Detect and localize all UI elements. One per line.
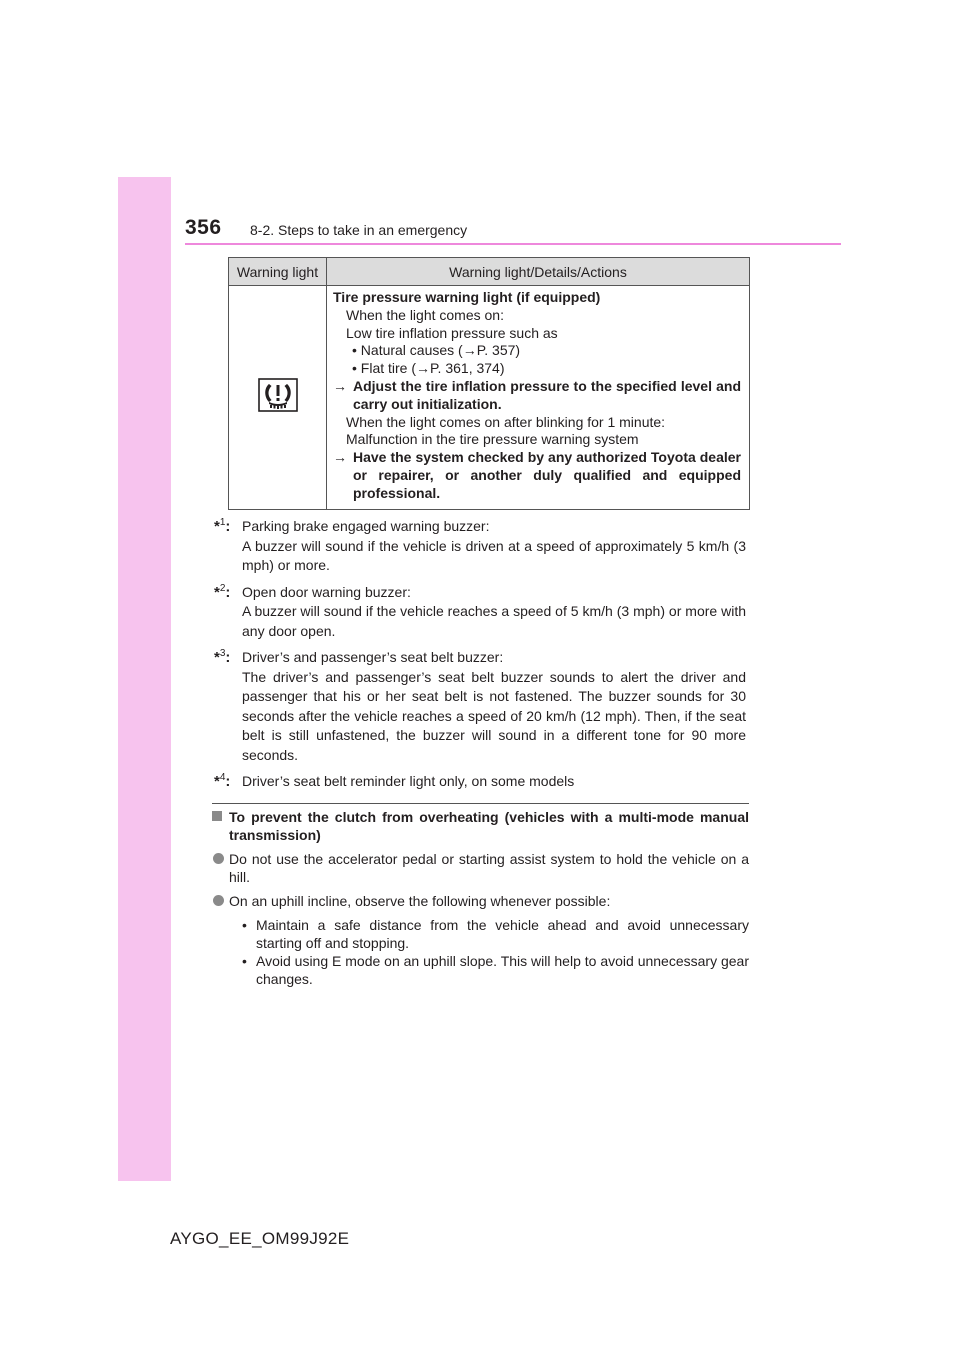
footnote-line: The driver’s and passenger’s seat belt buzzer sounds to alert the driver and passenger that his or her seat belt is not fastened. The buzzer sounds for 30 seconds after the vehicle reaches a speed of 20 km/h (12 mph). Then, if the seat belt is still unfastened, the buzzer will sound in a different tone for 90 more seconds. (242, 668, 746, 763)
detail-line: When the light comes on after blinking for 1 minute: (346, 413, 666, 430)
arrow-icon: → (333, 377, 347, 394)
list-item: On an uphill incline, observe the following whenever possible: (212, 892, 749, 910)
footnote-line: Driver’s and passenger’s seat belt buzzer: (242, 649, 504, 665)
action-line (333, 449, 741, 502)
icon-cell (229, 286, 327, 510)
action-text: Adjust the tire inflation pressure to the specified level and carry out initialization. (353, 377, 741, 412)
square-bullet-icon (212, 811, 222, 821)
footnote-line: Parking brake engaged warning buzzer: (242, 518, 490, 534)
sub-list-item: • Avoid using E mode on an uphill slope. This will help to avoid unnecessary gear changes. (242, 953, 749, 987)
sub-list (212, 916, 749, 988)
arrow-icon: → (333, 449, 347, 466)
footnote-3 (214, 648, 746, 765)
row-title: Tire pressure warning light (if equipped) (333, 289, 601, 305)
detail-bullet: • Flat tire (→P. 361, 374) (352, 360, 505, 377)
footnote-mark: *$^3$: (214, 648, 231, 666)
footnote-2 (214, 583, 746, 642)
circle-bullet-icon (213, 853, 224, 864)
circle-bullet-icon (213, 895, 224, 906)
page-number: 356 (185, 216, 222, 239)
document-code: AYGO_EE_OM99J92E (170, 1229, 350, 1248)
section-divider (212, 803, 749, 804)
footnote-4 (214, 772, 746, 792)
column-header-details: Warning light/Details/Actions (327, 258, 750, 286)
bullet-icon: • (242, 953, 247, 969)
footnote-line: Driver’s seat belt reminder light only, on some models (242, 773, 575, 789)
list-item: Do not use the accelerator pedal or starting assist system to hold the vehicle on a hill. (212, 850, 749, 886)
action-line (333, 378, 741, 414)
tire-pressure-warning-icon (258, 378, 298, 412)
header-rule (185, 243, 841, 245)
warning-light-table (228, 257, 750, 510)
section-heading: To prevent the clutch from overheating (vehicles with a multi-mode manual transmission) (212, 808, 749, 844)
footnote-mark: *$^4$: (214, 772, 231, 790)
footnote-1 (214, 517, 746, 576)
footnotes (214, 517, 746, 799)
action-text: Have the system checked by any authorized Toyota dealer or repairer, or another duly qualified and equipped professional. (353, 449, 741, 501)
sidebar-tab (118, 177, 171, 1181)
column-header-warning-light: Warning light (229, 258, 327, 286)
clutch-section (212, 808, 749, 988)
footnote-mark: *$^1$: (214, 517, 231, 535)
details-cell (327, 286, 750, 510)
detail-line: When the light comes on: (346, 306, 504, 323)
footnote-line: Open door warning buzzer: (242, 583, 411, 600)
footnote-mark: *$^2$: (214, 582, 231, 601)
sub-list-item: • Maintain a safe distance from the vehicle ahead and avoid unnecessary starting off and stopping. (242, 917, 749, 951)
detail-bullet: • Natural causes (→P. 357) (352, 342, 521, 359)
section-title: 8-2. Steps to take in an emergency (250, 222, 468, 238)
footnote-line: A buzzer will sound if the vehicle reaches a speed of 5 km/h (3 mph) or more with any door open. (242, 603, 746, 639)
table-row (229, 286, 750, 510)
bullet-icon: • (242, 917, 247, 933)
page-header (185, 216, 841, 246)
detail-line: Low tire inflation pressure such as (346, 324, 558, 341)
footnote-line: A buzzer will sound if the vehicle is driven at a speed of approximately 5 km/h (3 mph) or more. (242, 537, 746, 573)
detail-line: Malfunction in the tire pressure warning system (346, 431, 639, 448)
